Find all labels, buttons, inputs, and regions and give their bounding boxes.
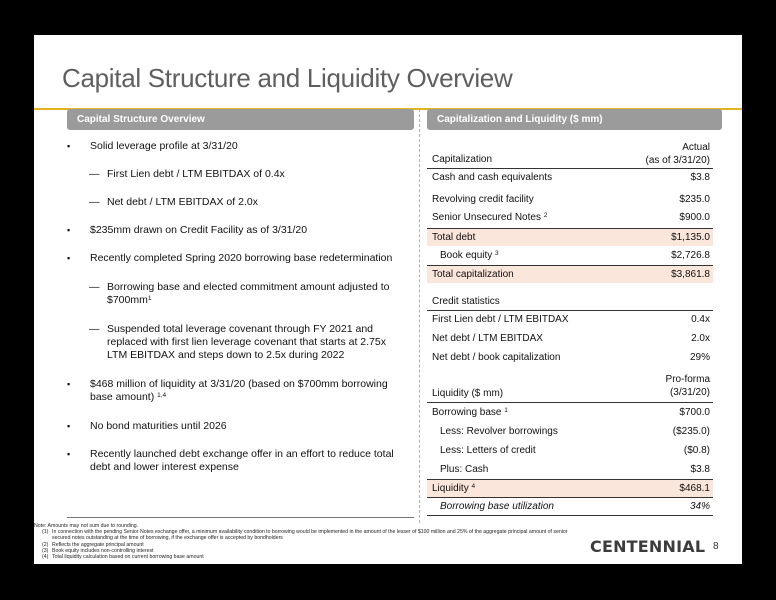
- table-row: Book equity $^3$ $2,726.8: [440, 250, 710, 261]
- footnote-ref: 4: [471, 483, 476, 490]
- table-row: Revolving credit facility $235.0: [432, 194, 710, 205]
- liquidity-header-row: Liquidity ($ mm) Pro-forma (3/31/20): [427, 369, 713, 403]
- bullet-marker: ▪: [67, 421, 71, 431]
- capital-structure-list: [67, 135, 414, 517]
- footnote: (4) Total liquidity calculation based on current borrowing base amount: [42, 554, 204, 561]
- bullet-marker: ▪: [67, 379, 71, 389]
- footnote: (1) In connection with the pending Senior Notes exchange offer, a minimum availability condition to borrowing would be implemented in the amount of the lesser of $100 million and 25% of the aggregate principal amount of senior secured notes outstanding at the time of borrowing, if the exchange offer is accepted by bondholders: [42, 529, 568, 542]
- dash-marker: —: [89, 168, 100, 180]
- footnote-ref: 1: [147, 295, 152, 302]
- table-row: Less: Revolver borrowings ($235.0): [440, 426, 710, 437]
- table-row: Net debt / LTM EBITDAX 2.0x: [432, 333, 710, 344]
- table-row: Less: Letters of credit ($0.8): [440, 445, 710, 456]
- dash-marker: —: [89, 323, 100, 335]
- footnote-ref: 3: [495, 250, 499, 257]
- list-item: ▪ Recently completed Spring 2020 borrowing base redetermination: [67, 252, 393, 264]
- list-item: — Borrowing base and elected commitment amount adjusted to $\$700mm^1$: [89, 281, 390, 306]
- footnote-ref: 1: [504, 407, 508, 414]
- left-bottom-rule: [67, 517, 414, 518]
- footnote-ref: 1,4: [157, 392, 167, 399]
- capitalization-header-row: Capitalization Actual (as of 3/31/20): [427, 139, 713, 169]
- slide: [34, 35, 742, 564]
- page-number: 8: [713, 541, 719, 552]
- list-item: ▪ Recently launched debt exchange offer in an effort to reduce total debt and lower interest expense: [67, 448, 394, 473]
- table-row: Net debt / book capitalization 29%: [432, 352, 710, 363]
- list-item: ▪ Solid leverage profile at 3/31/20: [67, 140, 238, 152]
- table-row: Borrowing base $^1$ $700.0: [432, 407, 710, 418]
- table-row: First Lien debt / LTM EBITDAX 0.4x: [432, 314, 710, 325]
- list-item: ▪ $235mm drawn on Credit Facility as of 3/31/20: [67, 224, 308, 236]
- footnotes: [34, 523, 574, 560]
- dash-marker: —: [89, 281, 100, 293]
- table-row: Plus: Cash $3.8: [440, 464, 710, 475]
- list-item: — First Lien debt / LTM EBITDAX of 0.4x: [89, 168, 285, 180]
- capital-structure-header: Capital Structure Overview: [67, 109, 414, 130]
- total-debt-row: Total debt $1,135.0: [427, 228, 713, 246]
- bullet-marker: ▪: [67, 141, 71, 151]
- credit-statistics-header: Credit statistics: [427, 293, 713, 311]
- capitalization-liquidity-header: Capitalization and Liquidity ($ mm): [427, 109, 722, 130]
- table-row: Senior Unsecured Notes $^2$ $900.0: [432, 212, 710, 223]
- list-item: — Suspended total leverage covenant through FY 2021 and replaced with first lien leverage covenant that starts at 2.75x LTM EBITDAX and steps down to 2.5x during 2022: [89, 323, 386, 361]
- column-divider: [419, 109, 420, 523]
- company-logo: CENTENNIAL: [590, 537, 706, 556]
- dash-marker: —: [89, 196, 100, 208]
- bullet-marker: ▪: [67, 253, 71, 263]
- footnote: (2) Reflects the aggregate principal amount: [42, 541, 144, 548]
- liquidity-total-row: Liquidity $^4$ $468.1: [427, 479, 713, 497]
- bullet-marker: ▪: [67, 225, 71, 235]
- table-row: Cash and cash equivalents $3.8: [432, 172, 710, 183]
- footnote-ref: 2: [543, 212, 548, 219]
- list-item: ▪ $468 million of liquidity at 3/31/20 (based on $700mm borrowing base amount) $^{1,4}$: [67, 378, 388, 403]
- list-item: ▪ No bond maturities until 2026: [67, 420, 227, 432]
- list-item: — Net debt / LTM EBITDAX of 2.0x: [89, 196, 258, 208]
- total-capitalization-row: Total capitalization $3,861.8: [427, 265, 713, 283]
- page-title: Capital Structure and Liquidity Overview: [62, 63, 513, 93]
- bullet-marker: ▪: [67, 449, 71, 459]
- footnote: (3) Book equity includes non-controlling interest: [42, 547, 154, 554]
- footnote-note: Note: Amounts may not sum due to rounding.: [34, 523, 139, 529]
- utilization-row: Borrowing base utilization 34%: [427, 497, 713, 516]
